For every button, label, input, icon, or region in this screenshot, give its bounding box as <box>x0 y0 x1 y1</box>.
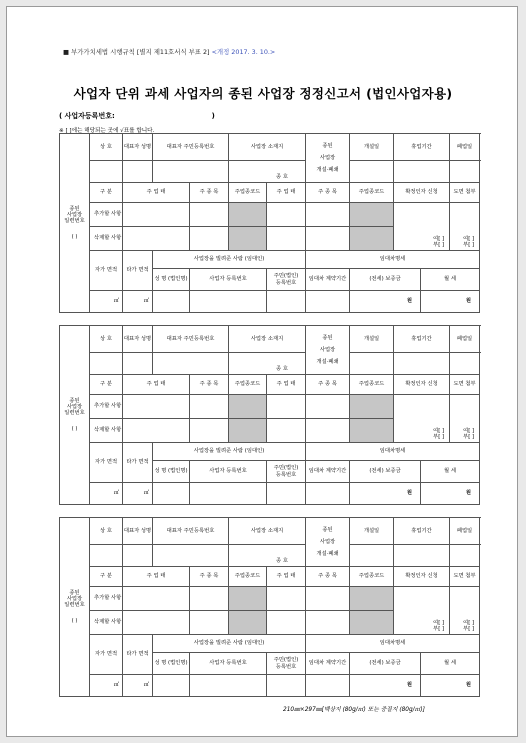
other-area-header: 타가 면적 <box>123 443 153 483</box>
category-header: 구 분 <box>90 375 123 395</box>
form-page <box>6 6 518 737</box>
trade-name-header: 상 호 <box>90 518 123 545</box>
rep-name-input[interactable] <box>123 353 153 375</box>
drawing-attach-input[interactable] <box>450 203 480 251</box>
rent-input[interactable]: 원 <box>421 483 480 505</box>
lessor-name-input[interactable] <box>153 483 190 505</box>
trade-name-input[interactable] <box>90 545 123 567</box>
lessor-name-header: 성 명 (법인명) <box>153 461 190 483</box>
rep-id-input[interactable] <box>153 545 229 567</box>
biz-address-input[interactable]: 종 호 <box>229 353 306 375</box>
branch-section-3 <box>59 517 480 697</box>
add-biz-type-2[interactable] <box>267 587 306 611</box>
sub-branch-open-close: 종된 사업장 개설·폐쇄 <box>306 134 350 183</box>
branch-serial-cell: 종된 사업장 일련번호 ( ) <box>60 326 90 505</box>
lessor-name-header: 성 명 (법인명) <box>153 269 190 291</box>
biz-item-header-1: 주 종 목 <box>190 375 229 395</box>
lessor-name-input[interactable] <box>153 291 190 313</box>
check-note: ※ [ ]에는 해당되는 곳에 √표를 합니다. <box>59 128 155 134</box>
biz-type-header-2: 주 업 태 <box>267 375 306 395</box>
delete-biz-item-1[interactable] <box>190 419 229 443</box>
add-biz-item-1[interactable] <box>190 587 229 611</box>
delete-biz-item-2[interactable] <box>306 611 350 635</box>
delete-row-label: 삭제할 사항 <box>90 419 123 443</box>
lease-detail-header: 임대차명세 <box>306 251 480 269</box>
branch-section-1 <box>59 133 480 313</box>
open-date-input[interactable] <box>350 353 394 375</box>
delete-biz-type-2[interactable] <box>267 611 306 635</box>
add-industry-code-2 <box>350 203 394 227</box>
biz-period-header: 휴업기간 <box>394 134 450 161</box>
delete-industry-code-2 <box>350 419 394 443</box>
open-date-header: 개설일 <box>350 134 394 161</box>
no-checkbox[interactable]: 부[ ] <box>433 241 445 248</box>
industry-code-header-2: 주업종코드 <box>350 183 394 203</box>
add-biz-type-2[interactable] <box>267 203 306 227</box>
trade-name-header: 상 호 <box>90 326 123 353</box>
form-title: 사업자 단위 과세 사업자의 종된 사업장 정정신고서 (법인사업자용) <box>73 86 453 101</box>
no-checkbox[interactable]: 부[ ] <box>463 625 475 632</box>
confirm-date-input[interactable] <box>394 203 450 251</box>
lessor-biz-no-header: 사업자 등록번호 <box>190 653 267 675</box>
add-row-label: 추가할 사항 <box>90 203 123 227</box>
confirm-date-input[interactable] <box>394 395 450 443</box>
rent-header: 월 세 <box>421 269 480 291</box>
delete-industry-code-2 <box>350 611 394 635</box>
deposit-input[interactable]: 원 <box>350 483 421 505</box>
form-header <box>63 47 275 56</box>
yes-checkbox[interactable]: 여[ ] <box>433 427 445 434</box>
open-date-input[interactable] <box>350 545 394 567</box>
biz-reg-number-close: ) <box>211 112 215 120</box>
lessor-name-input[interactable] <box>153 675 190 697</box>
add-biz-type-1[interactable] <box>123 395 190 419</box>
add-industry-code-1 <box>229 395 267 419</box>
lessor-biz-no-input[interactable] <box>190 675 267 697</box>
delete-row-label: 삭제할 사항 <box>90 227 123 251</box>
deposit-input[interactable]: 원 <box>350 675 421 697</box>
rent-header: 월 세 <box>421 653 480 675</box>
delete-industry-code-1 <box>229 611 267 635</box>
confirm-date-header: 확정인자 신청 <box>394 375 450 395</box>
delete-industry-code-1 <box>229 419 267 443</box>
open-date-header: 개설일 <box>350 326 394 353</box>
own-area-input[interactable]: ㎡ <box>90 291 123 313</box>
other-area-header: 타가 면적 <box>123 635 153 675</box>
biz-type-header-1: 주 업 태 <box>123 375 190 395</box>
branch-serial-cell: 종된 사업장 일련번호 ( ) <box>60 134 90 313</box>
other-area-input[interactable]: ㎡ <box>123 483 153 505</box>
close-date-header: 폐업일 <box>450 326 480 353</box>
biz-period-header: 휴업기간 <box>394 518 450 545</box>
branch-serial-input[interactable]: ( ) <box>71 234 78 241</box>
branch-serial-input[interactable]: ( ) <box>71 426 78 433</box>
own-area-header: 자가 면적 <box>90 635 123 675</box>
yes-checkbox[interactable]: 여[ ] <box>463 619 475 626</box>
lease-period-input[interactable] <box>306 483 350 505</box>
rep-id-header: 대표자 주민등록번호 <box>153 134 229 161</box>
lessor-id-header: 주민(법인) 등록번호 <box>267 269 306 291</box>
lessor-header: 사업장을 빌려준 사람 (임대인) <box>153 443 306 461</box>
biz-reg-number-row <box>59 111 215 121</box>
lessor-biz-no-header: 사업자 등록번호 <box>190 461 267 483</box>
close-date-input[interactable] <box>450 353 480 375</box>
lease-period-header: 임대차 계약기간 <box>306 461 350 483</box>
lessor-id-header: 주민(법인) 등록번호 <box>267 653 306 675</box>
rep-id-header: 대표자 주민등록번호 <box>153 326 229 353</box>
biz-reg-number-label: ( 사업자등록번호: <box>59 112 115 120</box>
biz-address-header: 사업장 소재지 <box>229 518 306 545</box>
delete-biz-item-2[interactable] <box>306 227 350 251</box>
rep-name-input[interactable] <box>123 545 153 567</box>
close-date-header: 폐업일 <box>450 134 480 161</box>
deposit-header: (전세) 보증금 <box>350 269 421 291</box>
biz-item-header-1: 주 종 목 <box>190 567 229 587</box>
add-row-label: 추가할 사항 <box>90 587 123 611</box>
branch-serial-input[interactable]: ( ) <box>71 618 78 625</box>
yes-checkbox[interactable]: 여[ ] <box>433 619 445 626</box>
add-biz-item-2[interactable] <box>306 203 350 227</box>
lessor-biz-no-input[interactable] <box>190 291 267 313</box>
lease-period-header: 임대차 계약기간 <box>306 269 350 291</box>
delete-industry-code-2 <box>350 227 394 251</box>
delete-industry-code-1 <box>229 227 267 251</box>
add-industry-code-1 <box>229 203 267 227</box>
biz-address-header: 사업장 소재지 <box>229 326 306 353</box>
lessor-header: 사업장을 빌려준 사람 (임대인) <box>153 635 306 653</box>
biz-type-header-2: 주 업 태 <box>267 567 306 587</box>
delete-biz-item-1[interactable] <box>190 611 229 635</box>
industry-code-header-2: 주업종코드 <box>350 567 394 587</box>
close-date-header: 폐업일 <box>450 518 480 545</box>
confirm-date-input[interactable] <box>394 587 450 635</box>
own-area-input[interactable]: ㎡ <box>90 675 123 697</box>
add-biz-type-1[interactable] <box>123 587 190 611</box>
category-header: 구 분 <box>90 567 123 587</box>
biz-period-input[interactable] <box>394 353 450 375</box>
biz-item-header-2: 주 종 목 <box>306 183 350 203</box>
branch-section-2 <box>59 325 480 505</box>
drawing-attach-header: 도면 첨부 <box>450 567 480 587</box>
branch-serial-cell: 종된 사업장 일련번호 ( ) <box>60 518 90 697</box>
trade-name-input[interactable] <box>90 353 123 375</box>
category-header: 구 분 <box>90 183 123 203</box>
other-area-header: 타가 면적 <box>123 251 153 291</box>
add-row-label: 추가할 사항 <box>90 395 123 419</box>
add-biz-type-1[interactable] <box>123 203 190 227</box>
rep-id-header: 대표자 주민등록번호 <box>153 518 229 545</box>
biz-period-input[interactable] <box>394 161 450 183</box>
rent-input[interactable]: 원 <box>421 675 480 697</box>
open-date-input[interactable] <box>350 161 394 183</box>
lease-detail-header: 임대차명세 <box>306 635 480 653</box>
delete-biz-item-1[interactable] <box>190 227 229 251</box>
add-biz-item-2[interactable] <box>306 395 350 419</box>
rep-name-header: 대표자 성명 <box>123 518 153 545</box>
drawing-attach-input[interactable] <box>450 587 480 635</box>
revision-date: <개정 2017. 3. 10.> <box>211 48 276 56</box>
lessor-biz-no-input[interactable] <box>190 483 267 505</box>
drawing-attach-header: 도면 첨부 <box>450 375 480 395</box>
close-date-input[interactable] <box>450 545 480 567</box>
sub-branch-open-close: 종된 사업장 개설·폐쇄 <box>306 518 350 567</box>
confirm-date-header: 확정인자 신청 <box>394 183 450 203</box>
biz-address-input[interactable]: 종 호 <box>229 545 306 567</box>
lessor-name-header: 성 명 (법인명) <box>153 653 190 675</box>
trade-name-input[interactable] <box>90 161 123 183</box>
lessor-id-input[interactable] <box>267 675 306 697</box>
delete-biz-type-1[interactable] <box>123 227 190 251</box>
add-biz-item-1[interactable] <box>190 395 229 419</box>
own-area-input[interactable]: ㎡ <box>90 483 123 505</box>
lease-period-input[interactable] <box>306 675 350 697</box>
drawing-attach-input[interactable] <box>450 395 480 443</box>
trade-name-header: 상 호 <box>90 134 123 161</box>
lessor-header: 사업장을 빌려준 사람 (임대인) <box>153 251 306 269</box>
biz-type-header-1: 주 업 태 <box>123 183 190 203</box>
yes-checkbox[interactable]: 여[ ] <box>463 235 475 242</box>
industry-code-header-1: 주업종코드 <box>229 567 267 587</box>
other-area-input[interactable]: ㎡ <box>123 291 153 313</box>
delete-biz-item-2[interactable] <box>306 419 350 443</box>
drawing-attach-header: 도면 첨부 <box>450 183 480 203</box>
biz-address-input[interactable]: 종 호 <box>229 161 306 183</box>
add-industry-code-2 <box>350 587 394 611</box>
add-industry-code-1 <box>229 587 267 611</box>
yes-checkbox[interactable]: 여[ ] <box>463 427 475 434</box>
rep-name-header: 대표자 성명 <box>123 134 153 161</box>
rep-name-input[interactable] <box>123 161 153 183</box>
close-date-input[interactable] <box>450 161 480 183</box>
yes-checkbox[interactable]: 여[ ] <box>433 235 445 242</box>
industry-code-header-1: 주업종코드 <box>229 375 267 395</box>
add-industry-code-2 <box>350 395 394 419</box>
lease-detail-header: 임대차명세 <box>306 443 480 461</box>
biz-address-header: 사업장 소재지 <box>229 134 306 161</box>
biz-period-input[interactable] <box>394 545 450 567</box>
lessor-id-header: 주민(법인) 등록번호 <box>267 461 306 483</box>
industry-code-header-1: 주업종코드 <box>229 183 267 203</box>
rep-id-input[interactable] <box>153 161 229 183</box>
confirm-date-header: 확정인자 신청 <box>394 567 450 587</box>
deposit-header: (전세) 보증금 <box>350 653 421 675</box>
biz-type-header-1: 주 업 태 <box>123 567 190 587</box>
rep-name-header: 대표자 성명 <box>123 326 153 353</box>
rent-header: 월 세 <box>421 461 480 483</box>
paper-spec: 210㎜×297㎜[백상지 (80g/㎡) 또는 중질지 (80g/㎡)] <box>283 707 425 713</box>
sub-branch-open-close: 종된 사업장 개설·폐쇄 <box>306 326 350 375</box>
own-area-header: 자가 면적 <box>90 443 123 483</box>
lessor-biz-no-header: 사업자 등록번호 <box>190 269 267 291</box>
delete-biz-type-2[interactable] <box>267 227 306 251</box>
lessor-id-input[interactable] <box>267 291 306 313</box>
biz-item-header-1: 주 종 목 <box>190 183 229 203</box>
biz-type-header-2: 주 업 태 <box>267 183 306 203</box>
no-checkbox[interactable]: 부[ ] <box>433 433 445 440</box>
delete-biz-type-1[interactable] <box>123 419 190 443</box>
add-biz-type-2[interactable] <box>267 395 306 419</box>
form-reference: ■ 부가가치세법 시행규칙 [별지 제11호서식 부표 2] <box>63 48 210 56</box>
lessor-id-input[interactable] <box>267 483 306 505</box>
own-area-header: 자가 면적 <box>90 251 123 291</box>
lease-period-input[interactable] <box>306 291 350 313</box>
add-biz-item-1[interactable] <box>190 203 229 227</box>
delete-biz-type-1[interactable] <box>123 611 190 635</box>
industry-code-header-2: 주업종코드 <box>350 375 394 395</box>
no-checkbox[interactable]: 부[ ] <box>463 433 475 440</box>
delete-row-label: 삭제할 사항 <box>90 611 123 635</box>
rent-input[interactable]: 원 <box>421 291 480 313</box>
deposit-header: (전세) 보증금 <box>350 461 421 483</box>
no-checkbox[interactable]: 부[ ] <box>433 625 445 632</box>
biz-item-header-2: 주 종 목 <box>306 375 350 395</box>
delete-biz-type-2[interactable] <box>267 419 306 443</box>
open-date-header: 개설일 <box>350 518 394 545</box>
biz-item-header-2: 주 종 목 <box>306 567 350 587</box>
biz-period-header: 휴업기간 <box>394 326 450 353</box>
deposit-input[interactable]: 원 <box>350 291 421 313</box>
rep-id-input[interactable] <box>153 353 229 375</box>
add-biz-item-2[interactable] <box>306 587 350 611</box>
no-checkbox[interactable]: 부[ ] <box>463 241 475 248</box>
lease-period-header: 임대차 계약기간 <box>306 653 350 675</box>
other-area-input[interactable]: ㎡ <box>123 675 153 697</box>
